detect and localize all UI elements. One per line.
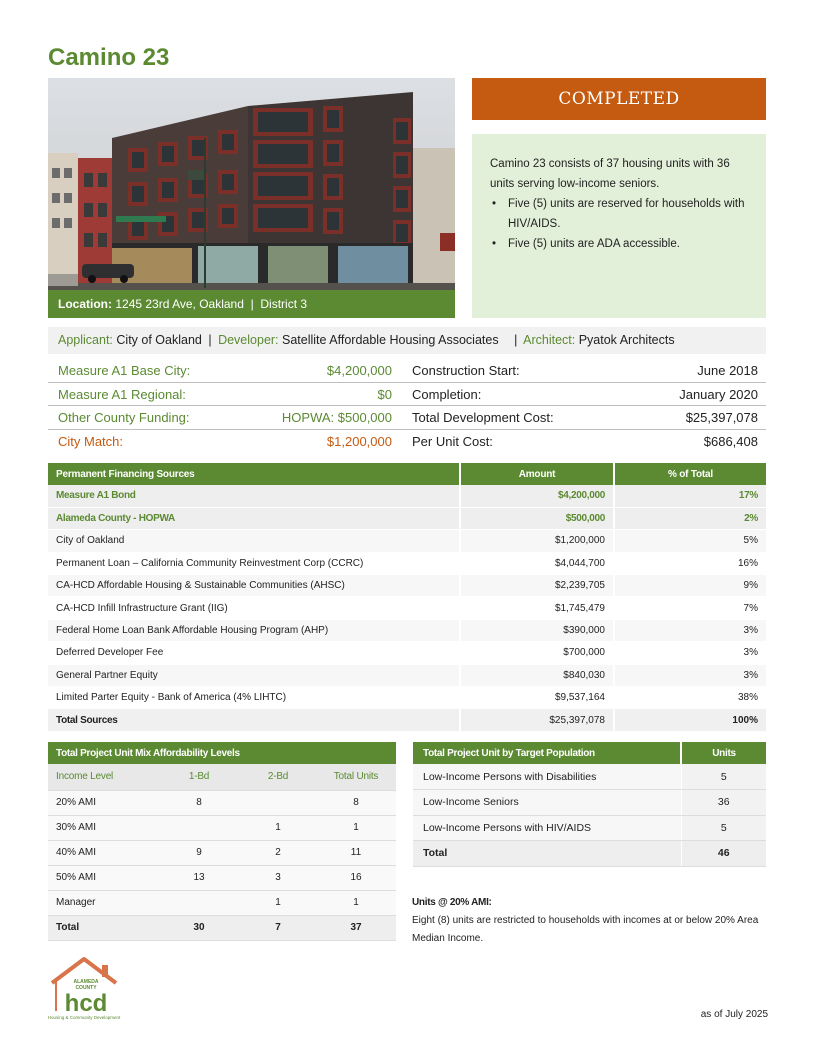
financing-row [48, 664, 766, 686]
total-pct: 100% [614, 709, 766, 731]
logo-text-top: ALAMEDA [73, 979, 99, 985]
source-amount: $1,745,479 [460, 597, 614, 619]
source-amount: $2,239,705 [460, 575, 614, 597]
unit-mix-row [48, 840, 396, 865]
target-population-header: Units [681, 742, 766, 764]
target-population-table [413, 742, 766, 867]
city-match-value: $1,200,000 [326, 433, 392, 449]
income-level: 40% AMI [48, 840, 158, 865]
unit-mix-title: Total Project Unit Mix Affordability Levels [48, 742, 396, 764]
source-name: CA-HCD Infill Infrastructure Grant (IIG) [48, 597, 460, 619]
logo-text-county: COUNTY [75, 985, 97, 991]
one-bd-count: 8 [158, 790, 240, 815]
population-units: 5 [681, 764, 766, 790]
funding-summary [48, 359, 766, 453]
project-detail-label: Total Development Cost: [412, 410, 554, 425]
population-name: Low-Income Persons with Disabilities [413, 764, 681, 790]
financing-header: Permanent Financing Sources [48, 463, 460, 485]
unit-mix-header: Income Level [48, 764, 158, 790]
developer-label: Developer: [218, 333, 279, 347]
source-amount: $9,537,164 [460, 687, 614, 709]
unit-mix-header: Total Units [316, 764, 396, 790]
funding-row [48, 359, 766, 383]
one-bd-count [158, 890, 240, 915]
project-detail-label: Construction Start: [412, 363, 520, 378]
source-amount: $4,044,700 [460, 552, 614, 574]
two-bd-total: 7 [240, 915, 316, 940]
location-bar [48, 290, 455, 318]
location-separator: | [250, 297, 254, 311]
total-units: 11 [316, 840, 396, 865]
source-amount: $840,030 [460, 664, 614, 686]
one-bd-count: 13 [158, 865, 240, 890]
page-title: Camino 23 [48, 44, 170, 71]
description-bullet: • Five (5) units are ADA accessible. [490, 234, 748, 254]
total-units: 16 [316, 865, 396, 890]
financing-row [48, 507, 766, 529]
population-units: 5 [681, 815, 766, 841]
financing-table [48, 463, 766, 732]
one-bd-count: 9 [158, 840, 240, 865]
source-name: General Partner Equity [48, 664, 460, 686]
target-population-row [413, 764, 766, 790]
unit-mix-row [48, 865, 396, 890]
total-units: 1 [316, 890, 396, 915]
parties-separator: | [208, 333, 212, 347]
as-of-date: as of July 2025 [700, 1009, 768, 1020]
project-detail-label: Per Unit Cost: [412, 433, 493, 449]
location-address: 1245 23rd Ave, Oakland [115, 297, 244, 311]
funding-label: Measure A1 Base City: [58, 363, 191, 378]
source-pct: 3% [614, 664, 766, 686]
source-name: Measure A1 Bond [48, 485, 460, 507]
financing-total-row [48, 709, 766, 731]
one-bd-total: 30 [158, 915, 240, 940]
financing-header: Amount [460, 463, 614, 485]
architect-label: Architect: [523, 333, 576, 347]
funding-value: HOPWA: $500,000 [281, 410, 392, 425]
architect-value: Pyatok Architects [578, 333, 675, 347]
total-label: Total [413, 841, 681, 867]
population-units: 36 [681, 790, 766, 816]
population-name: Low-Income Seniors [413, 790, 681, 816]
description-list [490, 194, 748, 254]
source-pct: 9% [614, 575, 766, 597]
location-district: District 3 [260, 297, 308, 311]
source-amount: $500,000 [460, 507, 614, 529]
funding-label: Measure A1 Regional: [58, 386, 186, 402]
total-units: 8 [316, 790, 396, 815]
total-units: 1 [316, 815, 396, 840]
unit-mix-total-row [48, 915, 396, 940]
source-pct: 7% [614, 597, 766, 619]
funding-row [48, 406, 766, 430]
unit-mix-header: 2-Bd [240, 764, 316, 790]
funding-value: $0 [377, 386, 392, 402]
income-level: Manager [48, 890, 158, 915]
financing-row [48, 597, 766, 619]
source-pct: 3% [614, 619, 766, 641]
unit-mix-row [48, 790, 396, 815]
source-pct: 5% [614, 530, 766, 552]
project-detail-value: January 2020 [679, 386, 758, 402]
financing-row [48, 575, 766, 597]
source-name: Alameda County - HOPWA [48, 507, 460, 529]
one-bd-count [158, 815, 240, 840]
project-detail-value: June 2018 [697, 363, 758, 378]
source-amount: $390,000 [460, 619, 614, 641]
two-bd-count [240, 790, 316, 815]
income-level: 50% AMI [48, 865, 158, 890]
developer-value: Satellite Affordable Housing Associates [282, 333, 499, 347]
unit-mix-header: 1-Bd [158, 764, 240, 790]
ami-note-text: Eight (8) units are restricted to households with incomes at or below 20% Area Median Income. [412, 915, 759, 944]
income-level: 20% AMI [48, 790, 158, 815]
target-population-total-row [413, 841, 766, 867]
financing-row [48, 619, 766, 641]
target-population-header: Total Project Unit by Target Population [413, 742, 681, 764]
two-bd-count: 3 [240, 865, 316, 890]
financing-row [48, 485, 766, 507]
source-amount: $4,200,000 [460, 485, 614, 507]
financing-row [48, 687, 766, 709]
total-label: Total [48, 915, 158, 940]
two-bd-count: 1 [240, 890, 316, 915]
source-pct: 16% [614, 552, 766, 574]
funding-row [48, 430, 766, 454]
hcd-logo [46, 955, 126, 1023]
population-name: Low-Income Persons with HIV/AIDS [413, 815, 681, 841]
funding-label: Other County Funding: [58, 410, 190, 425]
ami-note [412, 894, 772, 948]
source-amount: $700,000 [460, 642, 614, 664]
source-name: Permanent Loan – California Community Reinvestment Corp (CCRC) [48, 552, 460, 574]
applicant-value: City of Oakland [116, 333, 202, 347]
parties-bar [48, 327, 766, 354]
total-amount: $25,397,078 [460, 709, 614, 731]
financing-row [48, 552, 766, 574]
source-name: Federal Home Loan Bank Affordable Housing Program (AHP) [48, 619, 460, 641]
building-photo [48, 78, 455, 318]
source-name: City of Oakland [48, 530, 460, 552]
project-detail-value: $686,408 [703, 433, 758, 449]
applicant-label: Applicant: [58, 333, 113, 347]
unit-mix-header-row [48, 764, 396, 790]
unit-mix-row [48, 890, 396, 915]
target-population-header-row [413, 742, 766, 764]
status-badge: COMPLETED [472, 78, 766, 120]
income-level: 30% AMI [48, 815, 158, 840]
source-name: Deferred Developer Fee [48, 642, 460, 664]
logo-mark: hcd [64, 990, 108, 1017]
source-pct: 3% [614, 642, 766, 664]
description-bullet: • Five (5) units are reserved for households with HIV/AIDS. [490, 194, 748, 234]
two-bd-count: 2 [240, 840, 316, 865]
source-pct: 17% [614, 485, 766, 507]
project-description [472, 134, 766, 318]
funding-row [48, 383, 766, 407]
unit-mix-row [48, 815, 396, 840]
financing-header: % of Total [614, 463, 766, 485]
city-match-label: City Match: [58, 433, 124, 449]
description-intro: Camino 23 consists of 37 housing units with 36 units serving low-income seniors. [490, 158, 730, 190]
source-pct: 2% [614, 507, 766, 529]
target-population-row [413, 790, 766, 816]
unit-mix-table [48, 742, 396, 941]
ami-note-title: Units @ 20% AMI: [412, 897, 492, 908]
source-amount: $1,200,000 [460, 530, 614, 552]
source-name: CA-HCD Affordable Housing & Sustainable Communities (AHSC) [48, 575, 460, 597]
financing-header-row [48, 463, 766, 485]
two-bd-count: 1 [240, 815, 316, 840]
source-pct: 38% [614, 687, 766, 709]
population-total: 46 [681, 841, 766, 867]
units-total: 37 [316, 915, 396, 940]
logo-tagline: Housing & Community Development [47, 1015, 121, 1020]
target-population-row [413, 815, 766, 841]
funding-value: $4,200,000 [326, 363, 392, 378]
total-label: Total Sources [48, 709, 460, 731]
project-detail-label: Completion: [412, 386, 482, 402]
location-label: Location: [58, 297, 112, 311]
parties-separator: | [514, 333, 518, 347]
source-name: Limited Parter Equity - Bank of America (4% LIHTC) [48, 687, 460, 709]
financing-row [48, 642, 766, 664]
project-detail-value: $25,397,078 [685, 410, 758, 425]
financing-row [48, 530, 766, 552]
